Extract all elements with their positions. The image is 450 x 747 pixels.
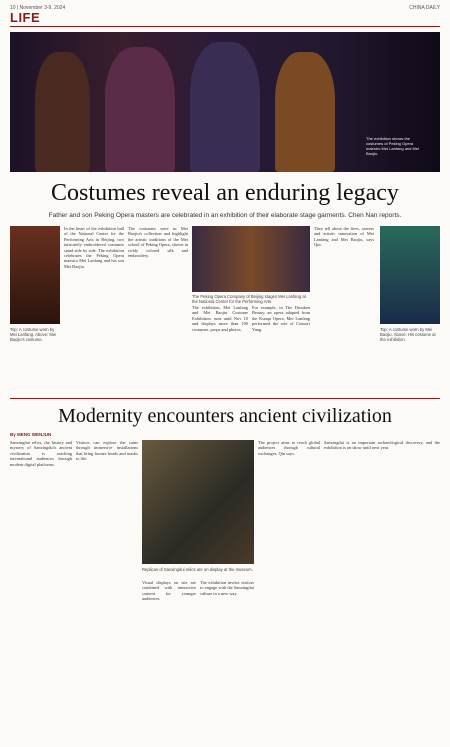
section-rule <box>10 398 440 399</box>
left-caption: Top: A costume worn by Mei Lanfang. Above: Mei Baojiu's costume. <box>10 327 57 342</box>
publication-name: CHINA DAILY <box>409 5 440 11</box>
second-headline: Modernity encounters ancient civilization <box>58 405 392 427</box>
deck: Father and son Peking Opera masters are celebrated in an exhibition of their elaborate stage garments. Chen Nan reports. <box>48 212 402 219</box>
story1-col5: They tell about the lives, careers and artistic innovation of Mei Lanfang and Mei Baojiu, says Qin. <box>314 226 374 248</box>
story2-col6: Sanxingdui is an important archaeological discovery, and the exhibition is on show until next year. <box>324 440 440 451</box>
headline: Costumes reveal an enduring legacy <box>51 180 399 206</box>
story2-col1: Sanxingdui relics, the history and mystery of Sanxingdui's ancient civilization is reaching international audiences through modern digital platforms. <box>10 440 72 467</box>
relics-photo <box>142 440 254 564</box>
costume-image-right <box>380 226 440 324</box>
costume-photo <box>10 32 440 172</box>
story1-col2: The costumes were in Mei Baojiu's collection and highlight the artistic traditions of the Mei school of Peking Opera, shown in richly colored silk and embroidery. <box>128 226 188 259</box>
stage-caption: The Peking Opera Company of Beijing stages Mei Lanfang at the National Center for the Performing Arts. <box>192 294 306 304</box>
story2-col5: The project aims to reach global audiences through cultural exchanges, Qin says. <box>258 440 320 456</box>
story2-col3: Visual displays on site are combined with interactive content for younger audiences. <box>142 580 196 602</box>
section-label: LIFE <box>10 10 41 25</box>
top-photo-caption: The exhibition shows the costumes of Peking Opera maestro Mei Lanfang and Mei Baojiu. <box>366 136 419 156</box>
relics-caption: Replicas of Sanxingdui relics are on display at the museum. <box>142 567 253 572</box>
stage-photo <box>192 226 310 292</box>
story1-col3: The exhibition, Mei Lanfang and Mei Baojiu Costume Exhibition, runs until Nov 10 and displays more than 100 costumes, props and photos. <box>192 305 248 332</box>
story1-col4: For example, in The Drunken Beauty, an opera adapted from the Kunqu Opera, Mei Lanfang performed the role of Consort Yang. <box>252 305 310 332</box>
page-header <box>0 0 450 24</box>
page-info: 10 | November 3-9, 2024 <box>10 5 66 11</box>
story1-col1: In the heart of the exhibition hall of the National Center for the Performing Arts in Beijing, two intricately embroidered costumes stand side by side. The exhibition celebrates the Peking Opera maestro Mei Lanfang and his son Mei Baojiu. <box>64 226 124 269</box>
byline: By MENG WENJUN <box>10 432 52 437</box>
costume-image-left <box>10 226 60 324</box>
header-rule <box>10 26 440 27</box>
story2-col4: The exhibition invites visitors to engage with the Sanxingdui culture in a new way. <box>200 580 254 596</box>
right-caption: Top: A costume worn by Mei Baojiu. Above: His costume at the exhibition. <box>380 327 436 342</box>
story2-col2: Visitors can explore the ruins through immersive installations that bring bronze heads and masks to life. <box>76 440 138 462</box>
